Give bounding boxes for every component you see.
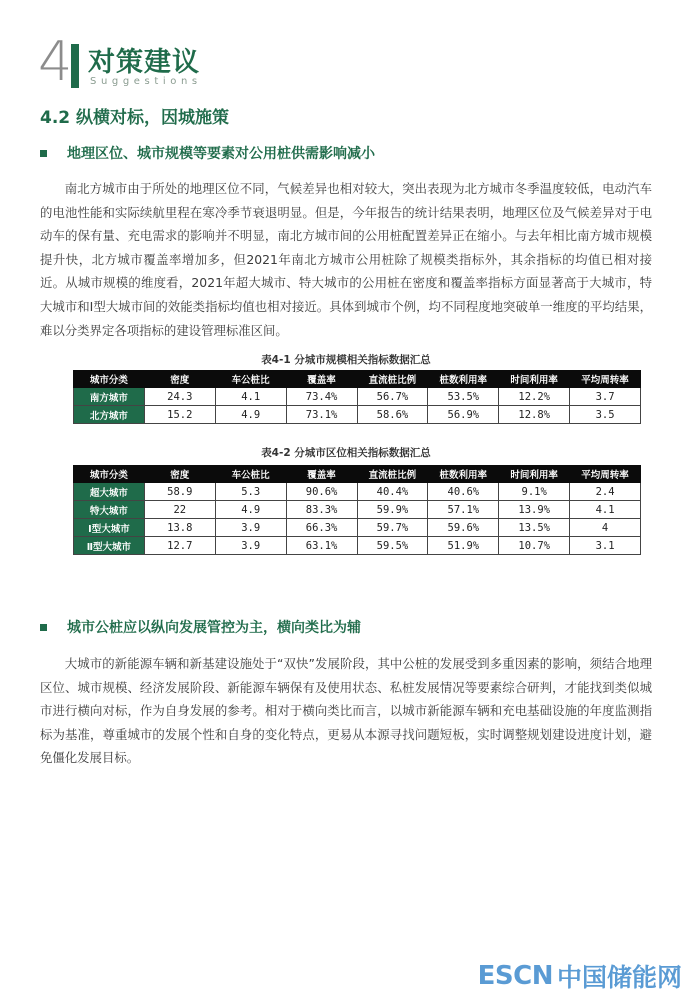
table-cell: 10.7% [499, 537, 570, 555]
column-header: 时间利用率 [499, 371, 570, 388]
table-cell: 24.3 [144, 388, 215, 406]
table-1-caption: 表4-1 分城市规模相关指标数据汇总 [261, 354, 431, 366]
table-cell: 58.9 [144, 483, 215, 501]
table-cell: 12.8% [499, 406, 570, 424]
table-row [74, 537, 641, 555]
table-cell: 59.5% [357, 537, 428, 555]
column-header: 城市分类 [74, 371, 145, 388]
table-cell: 59.9% [357, 501, 428, 519]
table-cell: 59.7% [357, 519, 428, 537]
square-bullet-icon [40, 150, 47, 157]
row-header: 南方城市 [74, 388, 145, 406]
table-row [74, 483, 641, 501]
table-cell: 73.4% [286, 388, 357, 406]
table-header-row [74, 371, 641, 388]
logo-latin: ESCN [477, 961, 553, 991]
column-header: 桩数利用率 [428, 371, 499, 388]
column-header: 车公桩比 [215, 371, 286, 388]
column-header: 覆盖率 [286, 466, 357, 483]
row-header: 特大城市 [74, 501, 145, 519]
table-cell: 53.5% [428, 388, 499, 406]
table-cell: 4.1 [215, 388, 286, 406]
table-cell: 57.1% [428, 501, 499, 519]
bullet-heading-1-text: 地理区位、城市规模等要素对公用桩供需影响减小 [67, 146, 375, 162]
chapter-subtitle: Suggestions [90, 76, 202, 87]
table-2 [73, 465, 641, 555]
paragraph-2: 大城市的新能源车辆和新基建设施处于“双快”发展阶段，其中公桩的发展受到多重因素的影响，须结合地理区位、城市规模、经济发展阶段、新能源车辆保有及使用状态、私桩发展情况等要素综合研判，才能找到类似城市进行横向对标，作为自身发展的参考。相对于横向类比而言，以城市新能源车辆和充电基础设施的年度监测指标为基准，尊重城市的发展个性和自身的变化特点，更易从本源寻找问题短板，实时调整规划建设进度计划，避免僵化发展目标。 [40, 656, 652, 766]
table-cell: 3.1 [570, 537, 641, 555]
table-cell: 83.3% [286, 501, 357, 519]
row-header: 北方城市 [74, 406, 145, 424]
bullet-heading-2-text: 城市公桩应以纵向发展管控为主，横向类比为辅 [67, 620, 361, 636]
table-cell: 40.6% [428, 483, 499, 501]
escn-logo [478, 958, 682, 994]
table-header-row [74, 466, 641, 483]
table-cell: 90.6% [286, 483, 357, 501]
table-cell: 4.9 [215, 501, 286, 519]
table-cell: 13.5% [499, 519, 570, 537]
table-cell: 15.2 [144, 406, 215, 424]
chapter-accent-bar [71, 44, 79, 88]
column-header: 直流桩比例 [357, 466, 428, 483]
table-cell: 3.5 [570, 406, 641, 424]
table-cell: 63.1% [286, 537, 357, 555]
column-header: 时间利用率 [499, 466, 570, 483]
table-cell: 3.9 [215, 537, 286, 555]
table-cell: 58.6% [357, 406, 428, 424]
logo-cn: 中国储能网 [556, 963, 682, 992]
table-cell: 3.7 [570, 388, 641, 406]
chapter-header [38, 30, 438, 94]
bullet-heading-1 [40, 143, 375, 163]
table-cell: 3.9 [215, 519, 286, 537]
table-row [74, 519, 641, 537]
column-header: 桩数利用率 [428, 466, 499, 483]
table-cell: 73.1% [286, 406, 357, 424]
column-header: 直流桩比例 [357, 371, 428, 388]
column-header: 车公桩比 [215, 466, 286, 483]
table-row [74, 406, 641, 424]
table-row [74, 388, 641, 406]
table-1 [73, 370, 641, 424]
column-header: 城市分类 [74, 466, 145, 483]
table-cell: 40.4% [357, 483, 428, 501]
table-cell: 4.9 [215, 406, 286, 424]
row-header: Ⅱ型大城市 [74, 537, 145, 555]
column-header: 密度 [144, 466, 215, 483]
table-cell: 22 [144, 501, 215, 519]
row-header: 超大城市 [74, 483, 145, 501]
table-cell: 56.7% [357, 388, 428, 406]
column-header: 平均周转率 [570, 466, 641, 483]
paragraph-1: 南北方城市由于所处的地理区位不同，气候差异也相对较大，突出表现为北方城市冬季温度较低，电动汽车的电池性能和实际续航里程在寒冷季节衰退明显。但是，今年报告的统计结果表明，地理区位及气候差异对于电动车的保有量、充电需求的影响并不明显，南北方城市间的公用桩配置差异正在缩小。与去年相比南方城市规模提升快，北方城市覆盖率增加多，但2021年南北方城市公用桩除了规模类指标外，其余指标的均值已相对接近。从城市规模的维度看，2021年超大城市、特大城市的公用桩在密度和覆盖率指标方面显著高于大城市，特大城市和Ⅰ型大城市间的效能类指标均值也相对接近。具体到城市个例，均不同程度地突破单一维度的平均结果，难以分类界定各项指标的建设管理标准区间。 [40, 181, 652, 338]
table-cell: 12.2% [499, 388, 570, 406]
table-cell: 9.1% [499, 483, 570, 501]
table-cell: 4.1 [570, 501, 641, 519]
column-header: 平均周转率 [570, 371, 641, 388]
table-cell: 56.9% [428, 406, 499, 424]
table-cell: 12.7 [144, 537, 215, 555]
table-cell: 51.9% [428, 537, 499, 555]
table-cell: 5.3 [215, 483, 286, 501]
table-row [74, 501, 641, 519]
table-cell: 13.9% [499, 501, 570, 519]
table-cell: 2.4 [570, 483, 641, 501]
square-bullet-icon [40, 624, 47, 631]
section-title: 4.2 纵横对标，因城施策 [40, 108, 230, 128]
chapter-number: 4 [38, 30, 71, 93]
column-header: 密度 [144, 371, 215, 388]
table-2-caption: 表4-2 分城市区位相关指标数据汇总 [261, 447, 431, 459]
table-cell: 13.8 [144, 519, 215, 537]
chapter-title: 对策建议 [88, 47, 200, 78]
bullet-heading-2 [40, 617, 361, 637]
table-cell: 66.3% [286, 519, 357, 537]
row-header: Ⅰ型大城市 [74, 519, 145, 537]
table-cell: 4 [570, 519, 641, 537]
column-header: 覆盖率 [286, 371, 357, 388]
table-cell: 59.6% [428, 519, 499, 537]
